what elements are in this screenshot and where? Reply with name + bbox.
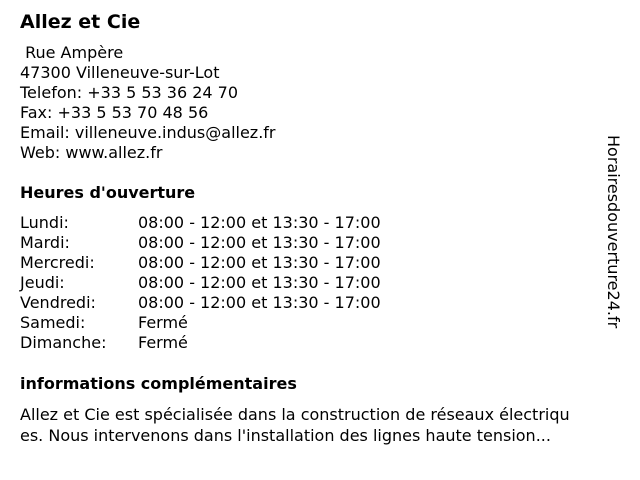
- site-watermark: Horairesdouverture24.fr: [604, 135, 623, 329]
- day-label: Dimanche:: [20, 333, 107, 352]
- info-heading: informations complémentaires: [20, 374, 297, 393]
- web-line: Web: www.allez.fr: [20, 143, 163, 162]
- email-line: Email: villeneuve.indus@allez.fr: [20, 123, 276, 142]
- hours-heading: Heures d'ouverture: [20, 183, 196, 202]
- time-value: 08:00 - 12:00 et 13:30 - 17:00: [138, 273, 381, 292]
- day-label: Lundi:: [20, 213, 69, 232]
- fax-line: Fax: +33 5 53 70 48 56: [20, 103, 209, 122]
- time-value: 08:00 - 12:00 et 13:30 - 17:00: [138, 233, 381, 252]
- phone-line: Telefon: +33 5 53 36 24 70: [20, 83, 239, 102]
- info-description: [20, 404, 620, 446]
- day-label: Mercredi:: [20, 253, 95, 272]
- time-value: 08:00 - 12:00 et 13:30 - 17:00: [138, 213, 381, 232]
- time-value: Fermé: [138, 313, 188, 332]
- day-label: Vendredi:: [20, 293, 96, 312]
- address-street: Rue Ampère: [20, 43, 124, 62]
- info-line-2: es. Nous intervenons dans l'installation des lignes haute tension...: [20, 426, 551, 445]
- day-label: Mardi:: [20, 233, 70, 252]
- time-value: Fermé: [138, 333, 188, 352]
- business-name: Allez et Cie: [20, 11, 141, 33]
- info-line-1: Allez et Cie est spécialisée dans la construction de réseaux électriqu: [20, 405, 570, 424]
- day-label: Jeudi:: [20, 273, 65, 292]
- time-value: 08:00 - 12:00 et 13:30 - 17:00: [138, 293, 381, 312]
- address-city: 47300 Villeneuve-sur-Lot: [20, 63, 220, 82]
- day-label: Samedi:: [20, 313, 86, 332]
- contact-block: [20, 43, 276, 163]
- time-value: 08:00 - 12:00 et 13:30 - 17:00: [138, 253, 381, 272]
